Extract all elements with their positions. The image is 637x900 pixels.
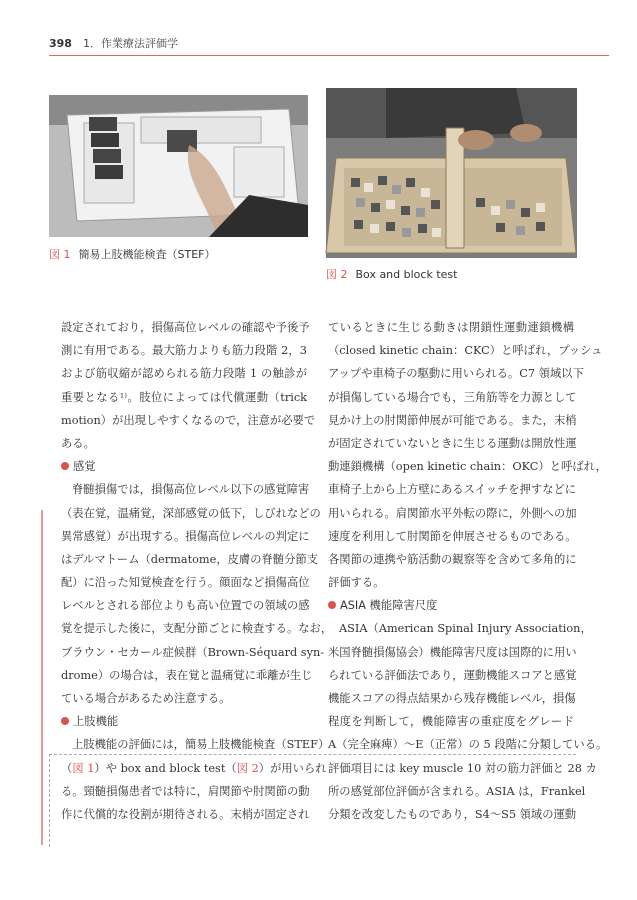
text-line: ASIA（American Spinal Injury Association， <box>339 622 592 636</box>
figure-2-reference[interactable]: 図 2 <box>236 761 259 775</box>
figure-2-caption <box>326 266 457 282</box>
text-line: 覚を提示した後に，支配分節ごとに検査する。なお， <box>61 622 333 636</box>
text-line: ブラウン・セカール症候群（Brown-Séquard syn- <box>61 645 325 659</box>
text-line: 重要となる¹⁾。肢位によっては代償運動（trick <box>61 390 307 404</box>
heading-text: ASIA 機能障害尺度 <box>340 599 438 613</box>
margin-bar <box>41 510 43 845</box>
running-header <box>49 34 609 52</box>
figure-2-caption-text: Box and block test <box>355 268 458 281</box>
text-line: ている場合があるため注意する。 <box>61 692 231 705</box>
bullet-dot-icon <box>328 601 336 609</box>
right-column <box>328 316 608 826</box>
text-line: および筋収縮が認められる筋力段階 1 の触診が <box>61 367 307 381</box>
figure-2-photo <box>326 88 577 258</box>
left-column <box>61 316 333 826</box>
text-line: 設定されており，損傷高位レベルの確認や予後予 <box>61 321 310 334</box>
text-line: 所の感覚部位評価が含まれる。ASIA は，Frankel <box>328 784 586 798</box>
text-line: 米国脊髄損傷協会）機能障害尺度は国際的に用い <box>328 645 577 659</box>
bullet-dot-icon <box>61 717 69 725</box>
text-line: が損傷している場合でも，三角筋等を力源として <box>328 390 577 404</box>
text-line: 評価する。 <box>328 576 385 590</box>
text-line: アップや車椅子の駆動に用いられる。C7 領域以下 <box>328 367 584 381</box>
bullet-dot-icon <box>61 462 69 470</box>
text-line: レベルとされる部位よりも高い位置での領域の感 <box>61 599 310 613</box>
text-fragment: ）や box and block test（ <box>94 761 237 775</box>
text-line: （closed kinetic chain：CKC）と呼ばれ，プッシュ <box>328 344 603 358</box>
header-rule <box>49 55 609 56</box>
text-line: 各関節の連携や筋活動の観察等を含めて多角的に <box>328 552 577 566</box>
text-line: が固定されていないときに生じる運動は開放性運 <box>328 436 577 450</box>
chapter-title: 1．作業療法評価学 <box>82 37 178 50</box>
text-line: 動連鎖機構（open kinetic chain：OKC）と呼ばれ， <box>328 460 607 474</box>
text-line: 程度を判断して，機能障害の重症度をグレード <box>328 715 574 729</box>
text-line: 配）に沿った知覚検査を行う。顔面など損傷高位 <box>61 576 310 590</box>
text-line: motion）が出現しやすくなるので，注意が必要で <box>61 413 316 427</box>
text-line: る。頸髄損傷患者では特に，肩関節や肘関節の動 <box>61 784 310 798</box>
figure-1-caption-text: 簡易上肢機能検査（STEF） <box>78 248 216 261</box>
section-heading-asia <box>328 594 574 617</box>
text-line: A（完全麻痺）～E（正常）の 5 段階に分類している。 <box>328 738 608 752</box>
text-line: 用いられる。肩関節水平外転の際に，外側への加 <box>328 506 577 520</box>
heading-text: 上肢機能 <box>73 715 119 729</box>
text-line: 測に有用である。最大筋力よりも筋力段階 2，3 <box>61 344 307 358</box>
text-line: 分類を改変したものであり，S4～S5 領域の運動 <box>328 807 577 821</box>
dashed-note-box <box>49 754 597 847</box>
text-line: 脊髄損傷では，損傷高位レベル以下の感覚障害 <box>72 483 310 497</box>
figure-2-label: 図 2 <box>326 268 348 281</box>
text-line: 評価項目には key muscle 10 対の筋力評価と 28 カ <box>328 761 597 775</box>
section-heading-upper-limb <box>61 710 307 733</box>
text-line: 見かけ上の肘関節伸展が可能である。また，末梢 <box>328 413 577 427</box>
text-line: 速度を利用して肘関節を伸展させるものである。 <box>328 529 577 543</box>
text-line: （表在覚，温痛覚，深部感覚の低下，しびれなどの <box>61 506 321 520</box>
text-fragment: （ <box>61 761 73 775</box>
figure-1-reference[interactable]: 図 1 <box>72 761 95 775</box>
section-heading-sensory <box>61 455 307 478</box>
text-line: 上肢機能の評価には，簡易上肢機能検査（STEF） <box>72 738 330 752</box>
figure-1-label: 図 1 <box>49 248 71 261</box>
text-fragment: ）が用いられ <box>258 761 327 775</box>
text-line: はデルマトーム（dermatome，皮膚の脊髄分節支 <box>61 552 318 566</box>
text-line: られている評価法であり，運動機能スコアと感覚 <box>328 668 577 682</box>
heading-text: 感覚 <box>73 460 96 474</box>
text-line: 異常感覚）が出現する。損傷高位レベルの判定に <box>61 529 310 543</box>
text-line: drome）の場合は，表在覚と温痛覚に乖離が生じ <box>61 668 313 682</box>
text-line: ある。 <box>61 436 95 450</box>
text-line: 車椅子上から上方壁にあるスイッチを押すなどに <box>328 483 577 497</box>
page-number: 398 <box>49 36 72 50</box>
figure-1-photo <box>49 95 308 237</box>
text-line: 作に代償的な役割が期待される。末梢が固定され <box>61 807 310 821</box>
figure-1-caption <box>49 246 215 262</box>
text-line: 機能スコアの得点結果から残存機能レベル，損傷 <box>328 692 576 705</box>
text-line: ているときに生じる動きは閉鎖性運動連鎖機構 <box>328 321 574 334</box>
